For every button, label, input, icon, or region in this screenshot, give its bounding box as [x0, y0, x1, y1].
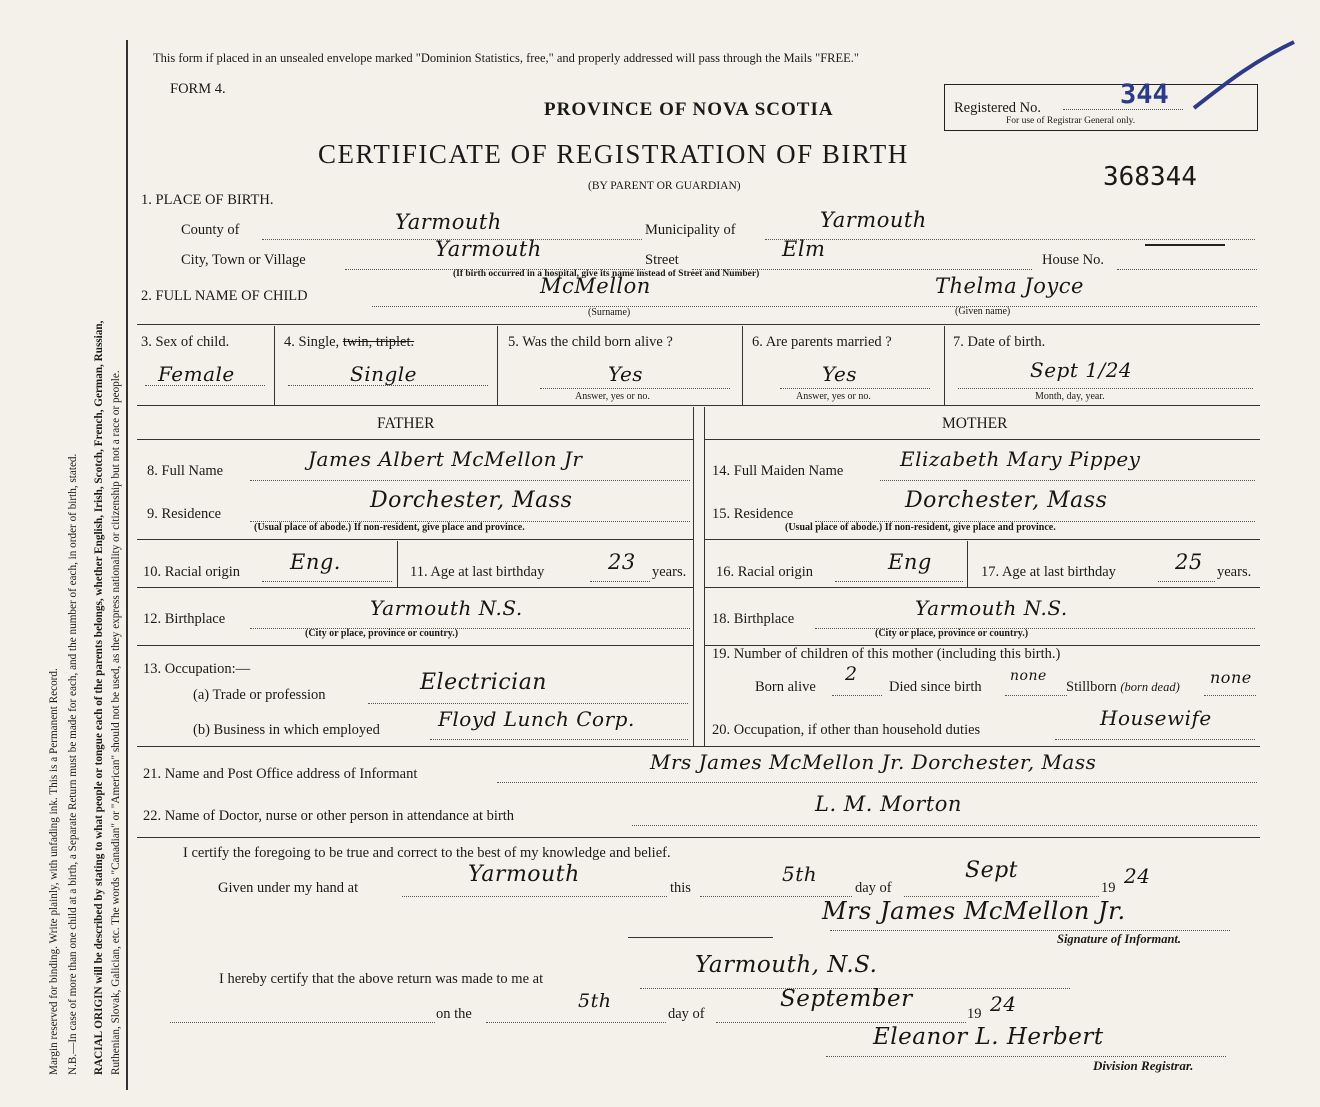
- born-alive-value: Yes: [608, 362, 644, 386]
- died-since-birth-label: Died since birth: [889, 679, 982, 695]
- doctor-value: L. M. Morton: [815, 792, 962, 816]
- born-alive-label: 5. Was the child born alive ?: [508, 334, 673, 350]
- margin-note-racial-origin-2: Ruthenian, Slovak, Galician, etc. The words "Canadian" or "American" should not be used, as they express nationality or citizenship but not a race or people.: [110, 370, 122, 1075]
- margin-note-binding: Margin reserved for binding. Write plainly, with unfading ink. This is a Permanent Record.: [48, 668, 60, 1075]
- registered-number-note: For use of Registrar General only.: [1006, 116, 1136, 126]
- given-day-value: 5th: [782, 862, 818, 886]
- father-racial-origin-value: Eng.: [290, 550, 341, 574]
- city-label: City, Town or Village: [181, 252, 306, 268]
- municipality-label: Municipality of: [645, 222, 736, 238]
- certificate-subtitle: (BY PARENT OR GUARDIAN): [588, 180, 741, 192]
- given-under-hand-label: Given under my hand at: [218, 880, 359, 896]
- father-age-label: 11. Age at last birthday: [410, 564, 545, 580]
- twin-triplet-label-struck: twin, triplet.: [342, 334, 415, 350]
- registrar-place-value: Yarmouth, N.S.: [695, 952, 878, 978]
- mother-birthplace-value: Yarmouth N.S.: [915, 596, 1068, 620]
- mother-occupation-label: 20. Occupation, if other than household duties: [712, 722, 981, 738]
- father-trade-value: Electrician: [420, 670, 547, 695]
- registrar-month-value: September: [780, 986, 913, 1012]
- street-value: Elm: [782, 237, 826, 261]
- father-business-value: Floyd Lunch Corp.: [438, 707, 635, 731]
- province-title: PROVINCE OF NOVA SCOTIA: [544, 99, 834, 120]
- this-label: this: [670, 880, 691, 896]
- registrar-day-of-label: day of: [668, 1006, 705, 1022]
- single-label-text: 4. Single,: [284, 334, 343, 350]
- place-of-birth-heading: 1. PLACE OF BIRTH.: [141, 192, 274, 208]
- mother-children-label: 19. Number of children of this mother (including this birth.): [712, 646, 1061, 662]
- given-year-value: 24: [1124, 864, 1151, 888]
- stillborn-note: (born dead): [1120, 680, 1180, 694]
- division-registrar-caption: Division Registrar.: [1093, 1058, 1194, 1073]
- child-given-name-value: Thelma Joyce: [935, 274, 1084, 298]
- parents-married-value: Yes: [822, 362, 858, 386]
- sex-value: Female: [158, 362, 235, 386]
- born-alive-count-value: 2: [845, 663, 858, 685]
- father-trade-label: (a) Trade or profession: [193, 687, 326, 703]
- street-label: Street: [645, 252, 679, 268]
- father-residence-value: Dorchester, Mass: [370, 488, 573, 513]
- mother-birthplace-label: 18. Birthplace: [712, 611, 795, 627]
- mother-years-label: years.: [1217, 564, 1252, 580]
- registrar-statement: I hereby certify that the above return was made to me at: [219, 971, 544, 987]
- margin-note-multiple-births: N.B.—In case of more than one child at a birth, a Separate Return must be made for each, and the number of each, in order of birth, stated.: [67, 453, 79, 1075]
- day-of-label: day of: [855, 880, 892, 896]
- registrar-year-value: 24: [990, 992, 1017, 1016]
- mother-name-value: Elizabeth Mary Pippey: [900, 447, 1141, 471]
- single-value: Single: [350, 362, 418, 386]
- informant-label: 21. Name and Post Office address of Informant: [143, 766, 418, 782]
- given-month-value: Sept: [965, 858, 1019, 883]
- died-since-birth-value: none: [1010, 668, 1047, 684]
- father-racial-origin-label: 10. Racial origin: [143, 564, 241, 580]
- given-name-caption: (Given name): [955, 306, 1011, 317]
- county-label: County of: [181, 222, 240, 238]
- surname-caption: (Surname): [588, 307, 631, 318]
- father-name-value: James Albert McMellon Jr: [308, 447, 583, 471]
- mother-residence-value: Dorchester, Mass: [905, 488, 1108, 513]
- father-residence-caption: (Usual place of abode.) If non-resident, give place and province.: [254, 522, 525, 533]
- father-age-value: 23: [608, 550, 636, 574]
- mother-residence-label: 15. Residence: [712, 506, 794, 522]
- mother-age-label: 17. Age at last birthday: [981, 564, 1116, 580]
- mother-residence-caption: (Usual place of abode.) If non-resident, give place and province.: [785, 522, 1056, 533]
- single-twin-label: [284, 334, 414, 351]
- mother-heading: MOTHER: [942, 415, 1008, 432]
- mother-birthplace-caption: (City or place, province or country.): [875, 628, 1029, 639]
- given-year-prefix: 19: [1101, 880, 1116, 896]
- father-birthplace-value: Yarmouth N.S.: [370, 596, 523, 620]
- father-birthplace-label: 12. Birthplace: [143, 611, 226, 627]
- stillborn-label: [1066, 679, 1180, 696]
- born-alive-count-label: Born alive: [755, 679, 816, 695]
- parents-married-label: 6. Are parents married ?: [752, 334, 892, 350]
- county-value: Yarmouth: [395, 210, 502, 234]
- father-residence-label: 9. Residence: [147, 506, 222, 522]
- mail-note: This form if placed in an unsealed envelope marked "Dominion Statistics, free," and properly addressed will pass through the Mails "FREE.": [153, 51, 860, 65]
- informant-signature: Mrs James McMellon Jr.: [822, 897, 1126, 925]
- informant-value: Mrs James McMellon Jr. Dorchester, Mass: [650, 750, 1097, 774]
- form-border: [126, 40, 128, 1090]
- mother-age-value: 25: [1175, 550, 1203, 574]
- document-number: 368344: [1103, 162, 1197, 192]
- father-heading: FATHER: [377, 415, 435, 432]
- mother-racial-origin-label: 16. Racial origin: [716, 564, 814, 580]
- registrar-day-value: 5th: [578, 990, 612, 1012]
- informant-signature-caption: Signature of Informant.: [1057, 932, 1181, 946]
- certification-statement: I certify the foregoing to be true and correct to the best of my knowledge and belief.: [183, 845, 671, 861]
- father-occupation-label: 13. Occupation:—: [143, 661, 251, 677]
- registered-number-value: 344: [1120, 79, 1169, 110]
- given-place-value: Yarmouth: [468, 862, 580, 887]
- child-surname-value: McMellon: [540, 274, 651, 298]
- father-years-label: years.: [652, 564, 687, 580]
- mother-name-label: 14. Full Maiden Name: [712, 463, 844, 479]
- municipality-value: Yarmouth: [820, 208, 927, 232]
- city-value: Yarmouth: [435, 237, 542, 261]
- date-of-birth-value: Sept 1/24: [1030, 358, 1133, 382]
- father-business-label: (b) Business in which employed: [193, 722, 380, 738]
- house-no-label: House No.: [1042, 252, 1105, 268]
- doctor-label: 22. Name of Doctor, nurse or other person in attendance at birth: [143, 808, 515, 824]
- registered-number-label: Registered No.: [954, 100, 1041, 116]
- parents-married-caption: Answer, yes or no.: [796, 391, 871, 402]
- stillborn-label-text: Stillborn: [1066, 679, 1117, 695]
- father-birthplace-caption: (City or place, province or country.): [305, 628, 459, 639]
- mother-occupation-value: Housewife: [1100, 706, 1212, 730]
- registrar-year-prefix: 19: [967, 1006, 982, 1022]
- registrar-signature: Eleanor L. Herbert: [873, 1024, 1104, 1050]
- certificate-title: CERTIFICATE OF REGISTRATION OF BIRTH: [318, 139, 909, 169]
- date-of-birth-label: 7. Date of birth.: [953, 334, 1046, 350]
- sex-label: 3. Sex of child.: [141, 334, 230, 350]
- margin-note-racial-origin-1: RACIAL ORIGIN will be described by stating to what people or tongue each of the parents belongs, whether English, Irish, Scotch, French, German, Russian,: [93, 320, 105, 1075]
- on-the-label: on the: [436, 1006, 472, 1022]
- date-of-birth-caption: Month, day, year.: [1035, 391, 1105, 402]
- house-no-dash: [1145, 244, 1225, 246]
- born-alive-caption: Answer, yes or no.: [575, 391, 650, 402]
- pen-stroke-mark: [1190, 38, 1300, 118]
- father-name-label: 8. Full Name: [147, 463, 224, 479]
- form-number: FORM 4.: [170, 81, 226, 97]
- stillborn-value: none: [1210, 668, 1252, 687]
- hospital-note: (If birth occurred in a hospital, give its name instead of Street and Number): [453, 269, 760, 279]
- mother-racial-origin-value: Eng: [888, 550, 932, 574]
- child-name-label: 2. FULL NAME OF CHILD: [141, 288, 308, 304]
